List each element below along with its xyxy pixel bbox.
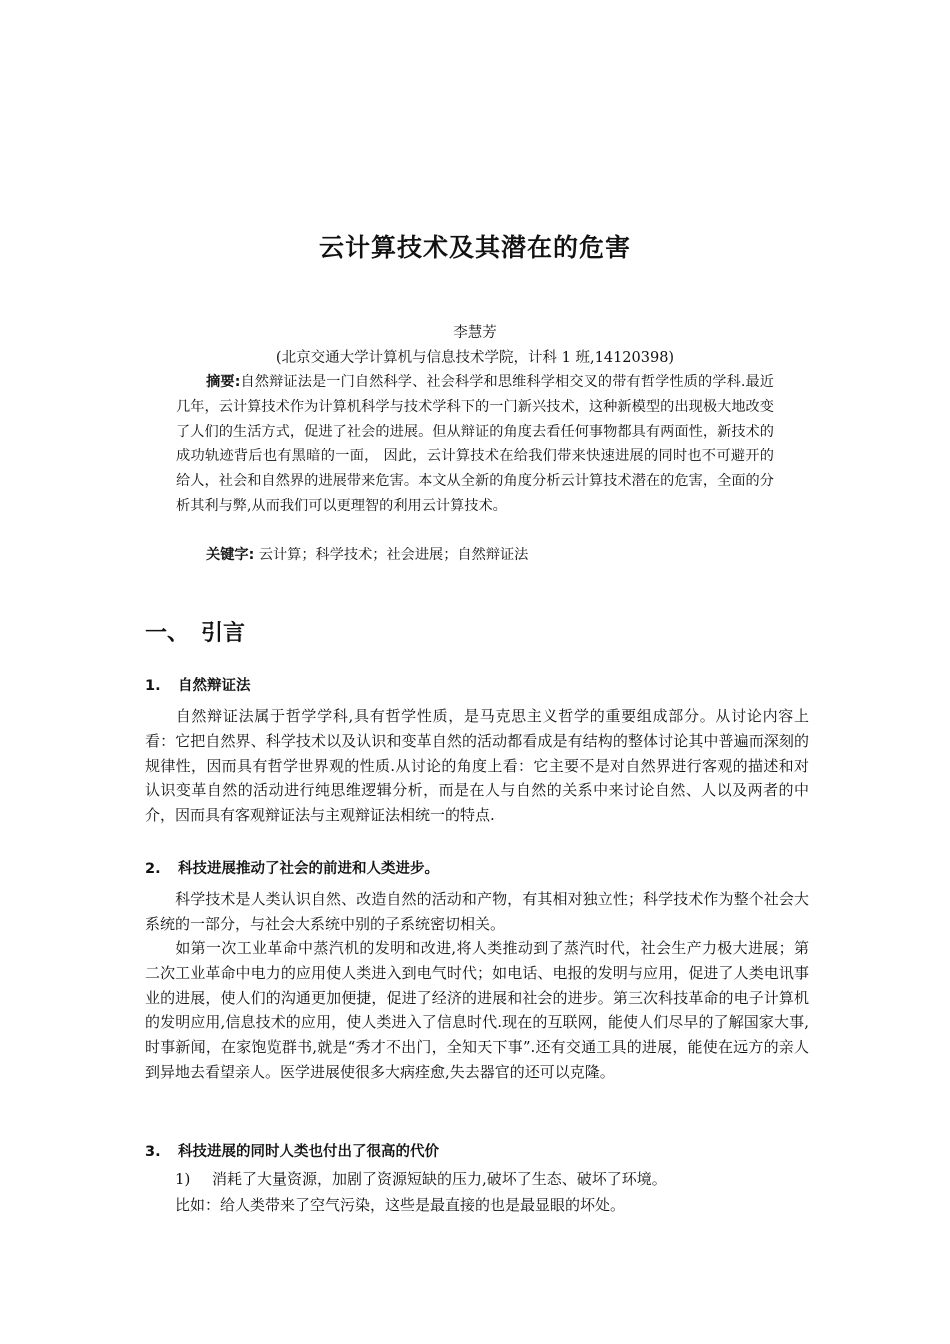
page-title: 云计算技术及其潜在的危害 (318, 233, 631, 262)
subsection-number: 3. (145, 1144, 161, 1160)
subsection-title: 科技进展的同时人类也付出了很高的代价 (178, 1144, 439, 1160)
subsection-heading-1 (145, 674, 251, 695)
subsection-number: 2. (145, 861, 161, 877)
paragraph-text: 自然辩证法属于哲学学科,具有哲学性质，是马克思主义哲学的重要组成部分。从讨论内容上看：它把自然界、科学技术以及认识和变革自然的活动都看成是有结构的整体讨论其中普遍而深刻的规律性，因而具有哲学世界观的性质.从讨论的角度上看：它主要不是对自然界进行客观的描述和对认识变革自然的活动进行纯思维逻辑分析，而是在人与自然的关系中来讨论自然、人以及两者的中介，因而具有客观辩证法与主观辩证法相统一的特点. (145, 707, 809, 825)
paragraph-text: 科学技术是人类认识自然、改造自然的活动和产物，有其相对独立性；科学技术作为整个社会大系统的一部分，与社会大系统中别的子系统密切相关。 (145, 890, 809, 933)
section-number: 一、 (145, 621, 190, 646)
keywords-text: 云计算；科学技术；社会进展；自然辩证法 (258, 547, 529, 563)
list-item (175, 1168, 667, 1189)
paragraph-dialectics (145, 704, 809, 828)
subsection-title: 科技进展推动了社会的前进和人类进步。 (178, 861, 439, 877)
list-item-text: 消耗了大量资源，加剧了资源短缺的压力,破坏了生态、破坏了环境。 (212, 1170, 667, 1188)
paragraph-text: 如第一次工业革命中蒸汽机的发明和改进,将人类推动到了蒸汽时代，社会生产力极大进展；第二次工业革命中电力的应用使人类进入到电气时代；如电话、电报的发明与应用，促进了人类电讯事业的进展，使人们的沟通更加便捷，促进了经济的进展和社会的进步。第三次科技革命的电子计算机的发明应用,信息技术的应用，使人类进入了信息时代.现在的互联网，能使人们尽早的了解国家大事,时事新闻，在家饱览群书,就是“秀才不出门，全知天下事”.还有交通工具的进展，能使在远方的亲人到异地去看望亲人。医学进展使很多大病痊愈,失去器官的还可以克隆。 (145, 939, 809, 1081)
abstract-label: 摘要: (206, 374, 241, 390)
section-heading-introduction (145, 616, 245, 647)
subsection-number: 1. (145, 678, 161, 694)
subsection-heading-3 (145, 1140, 439, 1161)
keywords-line (206, 544, 528, 564)
abstract-block (176, 370, 774, 519)
subsection-heading-2 (145, 857, 439, 878)
abstract-text: 自然辩证法是一门自然科学、社会科学和思维科学相交叉的带有哲学性质的学科.最近几年，云计算技术作为计算机科学与技术学科下的一门新兴技术，这种新模型的出现极大地改变了人们的生活方式，促进了社会的进展。但从辩证的角度去看任何事物都具有两面性，新技术的成功轨迹背后也有黑暗的一面， 因此，云计算技术在给我们带来快速进展的同时也不可避开的给人，社会和自然界的进展带来危害。本文从全新的角度分析云计算技术潜在的危害，全面的分析其利与弊,从而我们可以更理智的利用云计算技术。 (176, 374, 774, 514)
paragraph-science-tech (145, 887, 809, 937)
author-name: 李慧芳 (453, 325, 497, 341)
keywords-label: 关键字: (206, 547, 255, 563)
example-line: 比如：给人类带来了空气污染，这些是最直接的也是最显眼的坏处。 (175, 1196, 626, 1214)
author-affiliation: (北京交通大学计算机与信息技术学院，计科 1 班,14120398) (275, 350, 675, 366)
list-item-number: 1) (175, 1170, 191, 1188)
paragraph-industrial-revolutions (145, 936, 809, 1085)
section-title: 引言 (201, 621, 246, 646)
subsection-title: 自然辩证法 (178, 678, 251, 694)
